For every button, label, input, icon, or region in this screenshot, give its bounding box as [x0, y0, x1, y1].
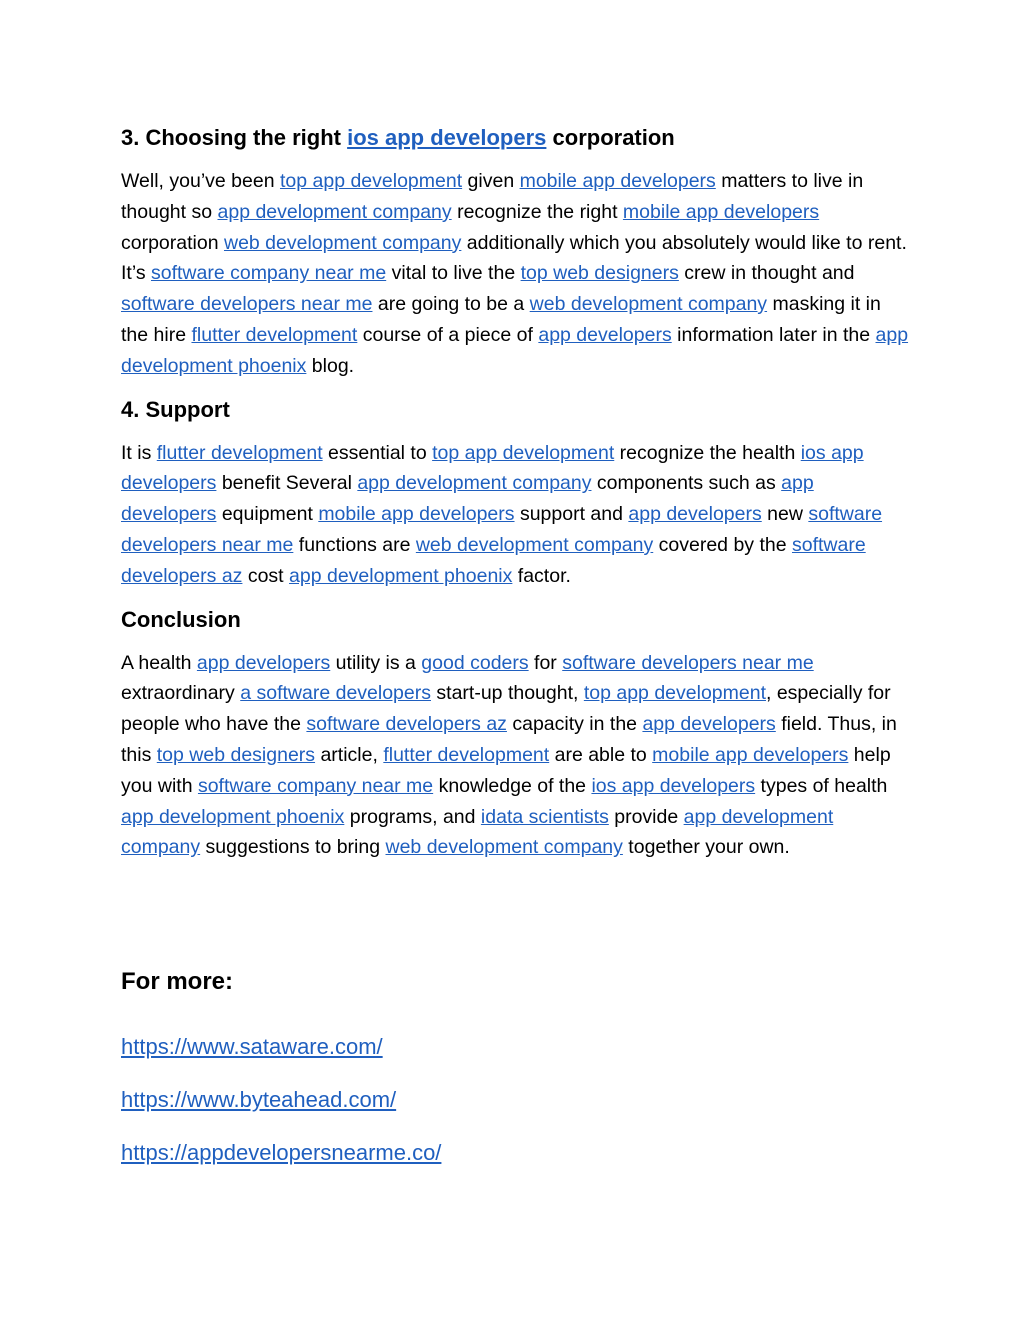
text-run: blog. — [306, 354, 355, 377]
conclusion-paragraph — [121, 648, 911, 864]
inline-link[interactable]: mobile app developers — [622, 200, 820, 223]
text-run: help you with — [121, 743, 891, 797]
inline-link[interactable]: flutter development — [383, 743, 550, 766]
text-run: essential to — [322, 441, 433, 464]
text-run: recognize the right — [451, 200, 623, 223]
section-3-paragraph — [121, 166, 911, 382]
inline-link[interactable]: software company near me — [197, 774, 434, 797]
url-link-byteahead[interactable]: https://www.byteahead.com/ — [121, 1087, 397, 1112]
text-run: utility is a — [330, 651, 422, 674]
inline-link[interactable]: flutter development — [156, 441, 323, 464]
inline-link[interactable]: idata scientists — [480, 805, 609, 828]
text-run: recognize the health — [614, 441, 801, 464]
inline-link[interactable]: app development company — [121, 805, 834, 859]
inline-link[interactable]: app development phoenix — [289, 564, 513, 587]
inline-link[interactable]: top web designers — [156, 743, 316, 766]
text-run: equipment — [216, 503, 319, 526]
inline-link[interactable]: software developers az — [121, 533, 866, 587]
text-run: capacity in the — [506, 713, 643, 736]
inline-link[interactable]: good coders — [421, 651, 529, 674]
text-run: for — [528, 651, 563, 674]
section-4-heading: 4. Support — [121, 396, 230, 422]
inline-link[interactable]: a software developers — [240, 682, 431, 705]
text-run: additionally which you absolutely would like to rent. It’s — [121, 231, 907, 285]
text-run: course of a piece of — [357, 323, 539, 346]
for-more-heading: For more: — [121, 968, 234, 995]
document-body — [121, 120, 911, 863]
inline-link[interactable]: ios app developers — [121, 441, 864, 495]
text-run: suggestions to bring — [200, 836, 386, 859]
inline-link[interactable]: mobile app developers — [652, 743, 849, 766]
text-run: vital to live the — [386, 262, 521, 285]
inline-link[interactable]: app developers — [196, 651, 331, 674]
text-run: functions are — [293, 533, 416, 556]
url-link-appdevelopersnearme[interactable]: https://appdevelopersnearme.co/ — [121, 1140, 442, 1165]
inline-link[interactable]: software company near me — [150, 262, 387, 285]
inline-link[interactable]: top app development — [279, 170, 463, 192]
inline-link[interactable]: web development company — [223, 231, 462, 254]
text-run: crew in thought and — [678, 262, 855, 285]
text-run: masking it in the hire — [121, 293, 881, 346]
text-run: It is — [121, 441, 157, 464]
inline-link[interactable]: software developers near me — [121, 293, 373, 316]
text-run: knowledge of the — [433, 774, 592, 797]
inline-link[interactable]: mobile app developers — [519, 170, 716, 192]
text-run: article, — [315, 743, 384, 766]
inline-link[interactable]: mobile app developers — [318, 503, 515, 526]
text-run: Well, you’ve been — [121, 170, 280, 192]
inline-link[interactable]: app developers — [628, 503, 762, 526]
inline-link[interactable]: software developers az — [306, 713, 507, 736]
inline-link[interactable]: software developers near me — [121, 503, 883, 556]
section-3-heading — [121, 120, 911, 156]
heading-link[interactable]: ios app developers — [347, 125, 547, 150]
text-run: components such as — [591, 472, 782, 495]
inline-link[interactable]: app developers — [642, 713, 776, 736]
text-run: types of health — [755, 774, 888, 797]
inline-link[interactable]: web development company — [415, 533, 654, 556]
inline-link[interactable]: top app development — [432, 441, 615, 464]
text-run: together your own. — [622, 836, 790, 859]
inline-link[interactable]: web development company — [385, 836, 623, 859]
text-run: cost — [242, 564, 290, 587]
inline-link[interactable]: software developers near me — [562, 651, 814, 674]
text-run: new — [761, 503, 809, 526]
text-run: corporation — [121, 231, 224, 254]
inline-link[interactable]: ios app developers — [591, 774, 756, 797]
text-run: , especially for people who have the — [121, 682, 891, 736]
inline-link[interactable]: web development company — [529, 293, 768, 316]
url-list — [121, 1020, 441, 1179]
inline-link[interactable]: app developers — [538, 323, 672, 346]
inline-link[interactable]: top app development — [583, 682, 766, 705]
text-run: given — [462, 170, 520, 192]
inline-link[interactable]: app development phoenix — [121, 805, 345, 828]
conclusion-heading: Conclusion — [121, 606, 241, 632]
text-run: programs, and — [344, 805, 481, 828]
text-run: start-up thought, — [431, 682, 584, 705]
heading-text: corporation — [546, 125, 675, 150]
text-run: are able to — [549, 743, 653, 766]
text-run: provide — [608, 805, 684, 828]
inline-link[interactable]: app developers — [121, 472, 814, 526]
inline-link[interactable]: app development company — [357, 472, 592, 495]
text-run: extraordinary — [121, 682, 241, 705]
heading-text: 3. Choosing the right — [121, 125, 348, 150]
inline-link[interactable]: top web designers — [520, 262, 679, 285]
text-run: matters to live in thought so — [121, 170, 864, 223]
inline-link[interactable]: app development company — [217, 200, 452, 223]
text-run: field. Thus, in this — [121, 713, 897, 766]
inline-link[interactable]: app development phoenix — [121, 323, 909, 377]
text-run: factor. — [512, 564, 571, 587]
inline-link[interactable]: flutter development — [191, 323, 358, 346]
url-link-sataware[interactable]: https://www.sataware.com/ — [121, 1034, 383, 1059]
text-run: A health — [121, 651, 197, 674]
text-run: information later in the — [671, 323, 876, 346]
text-run: support and — [514, 503, 629, 526]
text-run: covered by the — [653, 533, 792, 556]
text-run: are going to be a — [372, 293, 530, 316]
section-4-paragraph — [121, 438, 911, 592]
text-run: benefit Several — [216, 472, 358, 495]
